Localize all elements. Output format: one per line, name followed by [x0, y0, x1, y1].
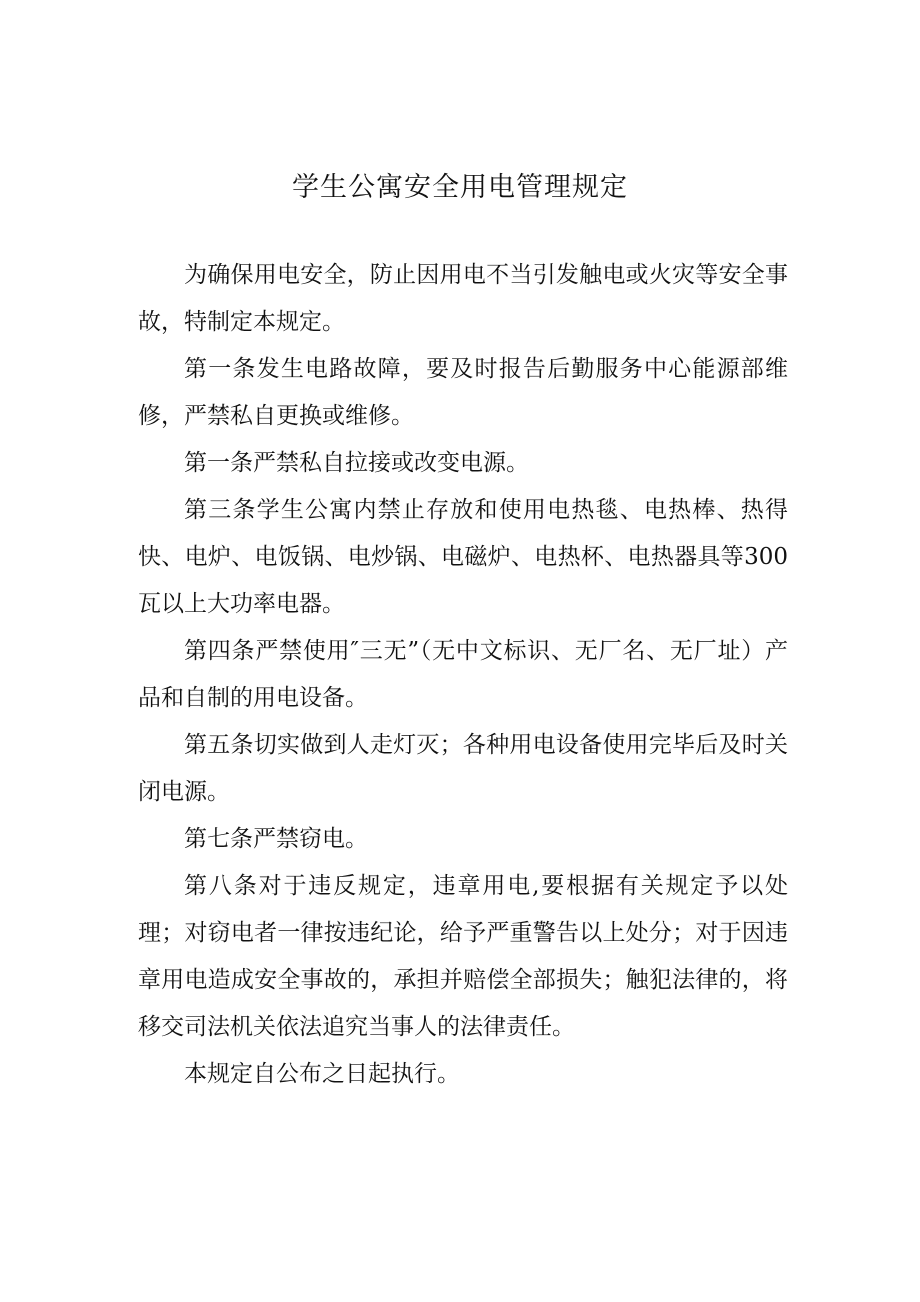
- paragraph-effective-date: 本规定自公布之日起执行。: [184, 1061, 460, 1087]
- paragraph-article-3: 第三条学生公寓内禁止存放和使用电热毯、电热棒、热得快、电炉、电饭锅、电炒锅、电磁炉、电热杯、电热器具等300瓦以上大功率电器。: [138, 497, 788, 617]
- paragraph-article-8: 第八条对于违反规定，违章用电,要根据有关规定予以处理；对窃电者一律按违纪论，给予严重警告以上处分；对于因违章用电造成安全事故的，承担并赔偿全部损失；触犯法律的，将移交司法机关依法追究当事人的法律责任。: [138, 873, 788, 1040]
- paragraph-intro: 为确保用电安全，防止因用电不当引发触电或火灾等安全事故，特制定本规定。: [138, 262, 788, 335]
- document-body: [138, 252, 788, 1098]
- paragraph-article-1: 第一条发生电路故障，要及时报告后勤服务中心能源部维修，严禁私自更换或维修。: [138, 356, 788, 429]
- paragraph-article-1-repeat: 第一条严禁私自拉接或改变电源。: [184, 450, 529, 476]
- document-title: 学生公寓安全用电管理规定: [292, 172, 628, 203]
- paragraph-article-4: 第四条严禁使用″三无”（无中文标识、无厂名、无厂址）产品和自制的用电设备。: [138, 638, 788, 711]
- paragraph-article-7: 第七条严禁窃电。: [184, 826, 368, 852]
- paragraph-article-5: 第五条切实做到人走灯灭；各种用电设备使用完毕后及时关闭电源。: [138, 732, 788, 805]
